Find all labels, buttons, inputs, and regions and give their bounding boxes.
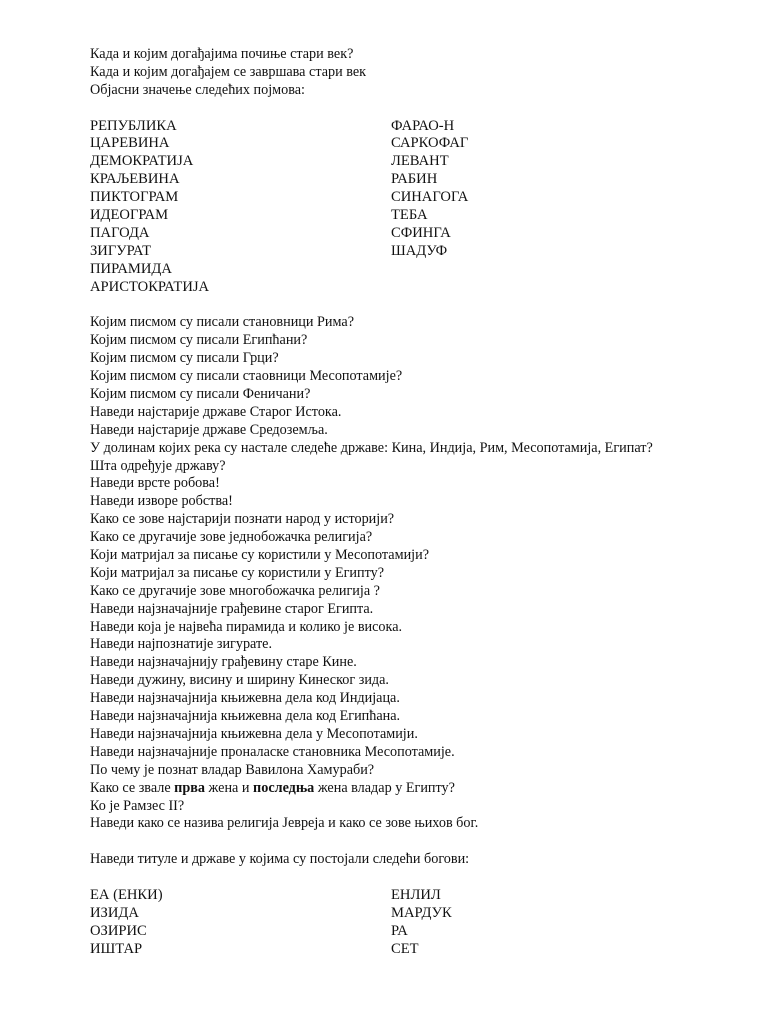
- term-item: КРАЉЕВИНА: [90, 171, 180, 188]
- term-item: ЦАРЕВИНА: [90, 135, 170, 152]
- term-item: САРКОФАГ: [391, 135, 469, 152]
- term-item: ТЕБА: [391, 207, 428, 224]
- term-item: СФИНГА: [391, 224, 451, 241]
- question-line: Наведи најзначајнију грађевину старе Кине.: [90, 654, 357, 671]
- gods-list: [90, 887, 730, 959]
- term-item: ДЕМОКРАТИЈА: [90, 153, 194, 170]
- spacer: [90, 869, 730, 887]
- god-item: ИЗИДА: [90, 904, 139, 921]
- god-item: РА: [391, 922, 408, 939]
- question-line: По чему је познат владар Вавилона Хамураби?: [90, 761, 375, 778]
- question-line: Како се другачије зове многобожачка религија ?: [90, 582, 380, 599]
- question-line: Наведи најзначајнија књижевна дела код Индијаца.: [90, 690, 400, 707]
- terms-left-column: [90, 118, 209, 297]
- spacer: [90, 833, 730, 851]
- question-text: жена владар у Египту?: [314, 779, 455, 796]
- term-item: ЛЕВАНТ: [391, 153, 449, 170]
- question-text: жена и: [205, 779, 254, 796]
- question-line: Наведи најстарије државе Средоземља.: [90, 421, 328, 438]
- document-page: [90, 46, 730, 959]
- emphasis-last: последња: [253, 779, 315, 796]
- god-item: ОЗИРИС: [90, 922, 147, 939]
- question-line: Којим писмом су писали Египћани?: [90, 332, 308, 349]
- intro-question-start-of-antiquity: Када и којим догађајима почиње стари век?: [90, 46, 354, 62]
- question-line: Наведи најстарије државе Старог Истока.: [90, 403, 342, 420]
- question-line: Наведи најзначајнија књижевна дела код Египћана.: [90, 708, 401, 725]
- term-item: РЕПУБЛИКА: [90, 117, 177, 134]
- intro-terms-prompt: Објасни значење следећих појмова:: [90, 81, 305, 98]
- term-item: СИНАГОГА: [391, 189, 469, 206]
- question-line: Наведи најзначајнија књижевна дела у Месопотамији.: [90, 725, 418, 742]
- spacer: [90, 100, 730, 118]
- question-line: Којим писмом су писали становници Рима?: [90, 314, 354, 331]
- term-item: АРИСТОКРАТИЈА: [90, 278, 210, 295]
- term-item: ФАРАО-Н: [391, 117, 455, 134]
- question-line: Наведи која је највећа пирамида и колико је висока.: [90, 618, 403, 635]
- question-line: Како се другачије зове једнобожачка религија?: [90, 529, 373, 546]
- terms-list: [90, 118, 730, 297]
- emphasis-first: прва: [174, 779, 205, 796]
- term-item: ПАГОДА: [90, 224, 150, 241]
- question-line: Који матријал за писање су користили у Месопотамији?: [90, 547, 429, 564]
- question-line: Којим писмом су писали стаовници Месопотамије?: [90, 368, 403, 385]
- gods-prompt: Наведи титуле и државе у којима су постојали следећи богови:: [90, 851, 470, 868]
- question-line: Наведи врсте робова!: [90, 475, 220, 492]
- question-line: У долинам којих река су настале следеће државе: Кина, Индија, Рим, Месопотамија, Египат?: [90, 439, 653, 456]
- question-line: Ко је Рамзес II?: [90, 797, 185, 814]
- question-line: Наведи дужину, висину и ширину Кинеског зида.: [90, 672, 389, 689]
- god-item: ИШТАР: [90, 940, 143, 957]
- question-line: Наведи најпознатије зигурате.: [90, 636, 273, 653]
- question-line: Којим писмом су писали Грци?: [90, 350, 279, 367]
- gods-left-column: [90, 887, 163, 959]
- terms-right-column: [391, 118, 468, 261]
- intro-question-end-of-antiquity: Када и којим догађајем се завршава стари век: [90, 63, 367, 80]
- gods-right-column: [391, 887, 452, 959]
- spacer: [90, 297, 730, 315]
- question-line: Наведи изворе робства!: [90, 493, 233, 510]
- question-line: Наведи најзначајније проналаске становника Месопотамије.: [90, 743, 455, 760]
- term-item: РАБИН: [391, 171, 438, 188]
- term-item: ШАДУФ: [391, 242, 448, 259]
- question-line: Који матријал за писање су користили у Египту?: [90, 564, 385, 581]
- term-item: ПИРАМИДА: [90, 260, 172, 277]
- question-line: Наведи како се назива религија Јевреја и како се зове њихов бог.: [90, 815, 479, 832]
- question-pharaoh-wives: [90, 780, 730, 798]
- god-item: СЕТ: [391, 940, 419, 957]
- question-text: Како се звале: [90, 779, 175, 796]
- god-item: ЕНЛИЛ: [391, 886, 441, 903]
- term-item: ИДЕОГРАМ: [90, 207, 169, 224]
- question-line: Како се зове најстарији познати народ у историји?: [90, 511, 395, 528]
- term-item: ПИКТОГРАМ: [90, 189, 179, 206]
- god-item: ЕА (ЕНКИ): [90, 886, 163, 903]
- questions-list: [90, 314, 730, 833]
- term-item: ЗИГУРАТ: [90, 242, 152, 259]
- god-item: МАРДУК: [391, 904, 452, 921]
- question-line: Наведи најзначајније грађевине старог Египта.: [90, 600, 374, 617]
- question-line: Шта одређује државу?: [90, 457, 226, 474]
- question-line: Којим писмом су писали Феничани?: [90, 386, 311, 403]
